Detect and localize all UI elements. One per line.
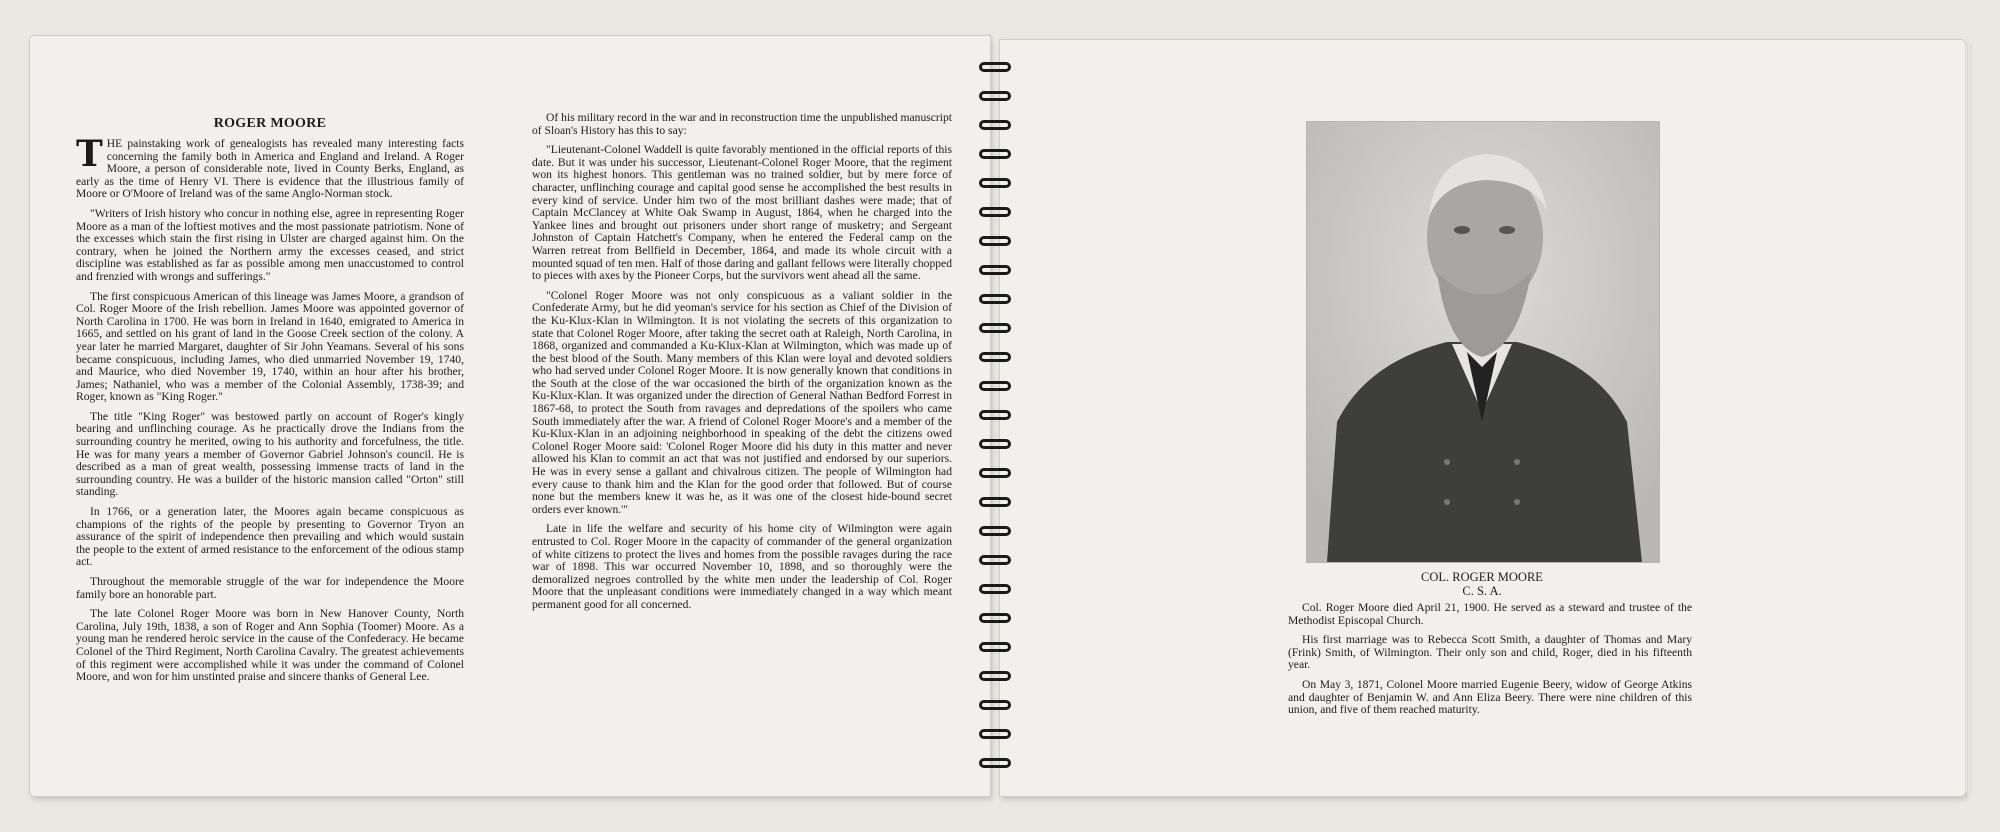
spiral-coil xyxy=(979,758,1011,768)
spiral-coil xyxy=(979,178,1011,188)
spiral-coil xyxy=(979,555,1011,565)
spiral-coil xyxy=(979,700,1011,710)
spiral-coil xyxy=(979,62,1011,72)
spiral-coil xyxy=(979,729,1011,739)
left-column-2 xyxy=(532,112,952,619)
paragraph: "Colonel Roger Moore was not only conspicuous as a valiant soldier in the Confederate Army, but he did yeoman's service for his section as Chief of the Division of the Ku-Klux-Klan in Wilmington. It is not violating the secrets of this organization to state that Colonel Roger Moore, after taking the secret oath at Raleigh, North Carolina, in 1868, organized and commanded a Ku-Klux-Klan at Wilmington, which was made up of the best blood of the South. Many members of this Klan were loyal and devoted soldiers who had served under Colonel Roger Moore. It is now generally known that conditions in the South at the close of the war occasioned the birth of the organization known as the Ku-Klux-Klan. It was organized under the direction of General Nathan Bedford Forrest in 1867-68, to protect the South from ravages and depredations of the spoilers who came South immediately after the war. A friend of Colonel Roger Moore's and a member of the Ku-Klux-Klan in an adjoining neighborhood in speaking of the debt the citizens owed Colonel Roger Moore said: 'Colonel Roger Moore did his duty in this matter and never allowed his Klan to commit an act that was not justified and endorsed by our superiors. He was in every sense a gallant and chivalrous citizen. The people of Wilmington had every cause to thank him and the Klan for the good order that followed. But of course none but the members knew it was he, as it was one of the closest hide-bound secret orders ever known.'" xyxy=(532,288,952,516)
paragraph: Late in life the welfare and security of his home city of Wilmington were again entrusted to Col. Roger Moore in the capacity of commander of the general organization of white citizens to protect the lives and homes from the possible ravages during the race war of 1898. This war occurred November 10, 1898, and so thoroughly were the demoralized negroes controlled by the white men under the leadership of Col. Roger Moore that the unpleasant conditions were immediately changed in a way which meant permanent good for all concerned. xyxy=(532,522,952,611)
left-column-1 xyxy=(76,133,464,691)
portrait-photo xyxy=(1306,121,1660,563)
caption-subtitle: C. S. A. xyxy=(1462,584,1502,598)
spiral-coil xyxy=(979,207,1011,217)
spiral-coil xyxy=(979,410,1011,420)
spiral-coil xyxy=(979,91,1011,101)
paragraph: His first marriage was to Rebecca Scott Smith, a daughter of Thomas and Mary (Frink) Smith, of Wilmington. Their only son and child, Roger, died in his fifteenth year. xyxy=(1288,633,1692,672)
spiral-coil xyxy=(979,149,1011,159)
spiral-coil xyxy=(979,671,1011,681)
paragraph: The late Colonel Roger Moore was born in New Hanover County, North Carolina, July 19th, 1838, a son of Roger and Ann Sophia (Toomer) Moore. As a young man he rendered heroic service in the cause of the Confederacy. He became Colonel of the Third Regiment, North Carolina Cavalry. The greatest achievements of this regiment were accomplished while it was under the command of Colonel Moore, and won for him unstinted praise and sincere thanks of General Lee. xyxy=(76,607,464,684)
right-column xyxy=(1288,602,1692,724)
spiral-coil xyxy=(979,120,1011,130)
spiral-coil xyxy=(979,323,1011,333)
spiral-coil xyxy=(979,236,1011,246)
paragraph: Col. Roger Moore died April 21, 1900. He served as a steward and trustee of the Methodist Episcopal Church. xyxy=(1288,601,1692,627)
spiral-coil xyxy=(979,294,1011,304)
spiral-binding xyxy=(975,62,1015,782)
spiral-coil xyxy=(979,584,1011,594)
paragraph: In 1766, or a generation later, the Moores again became conspicuous as champions of the rights of the people by presenting to Governor Tryon an assurance of the spirit of independence then prevailing and which would sustain the people to the extent of armed resistance to the enforcement of the odious stamp act. xyxy=(76,505,464,569)
spiral-coil xyxy=(979,352,1011,362)
spiral-coil xyxy=(979,381,1011,391)
spiral-coil xyxy=(979,265,1011,275)
paragraph: The title "King Roger" was bestowed partly on account of Roger's kingly bearing and unflinching courage. As he practically drove the Indians from the surrounding country he merited, owing to his authority and forcefulness, the title. He was for many years a member of Governor Gabriel Johnson's council. He is described as a man of great wealth, possessing immense tracts of land in the surrounding country. He was a builder of the historic mansion called "Orton" still standing. xyxy=(76,409,464,499)
portrait-caption xyxy=(1306,570,1658,598)
page-title: ROGER MOORE xyxy=(213,116,327,131)
spiral-coil xyxy=(979,497,1011,507)
spiral-coil xyxy=(979,613,1011,623)
caption-name: COL. ROGER MOORE xyxy=(1421,570,1543,584)
paragraph: THE painstaking work of genealogists has revealed many interesting facts concerning the family both in America and England and Ireland. A Roger Moore, a person of considerable note, lived in County Berks, England, as early as the time of Henry VI. There is evidence that the illustrious family of Moore or O'Moore of Ireland was of the same Anglo-Norman stock. xyxy=(76,133,464,201)
paragraph: "Lieutenant-Colonel Waddell is quite favorably mentioned in the official reports of this date. But it was under his successor, Lieutenant-Colonel Roger Moore, that the regiment won its highest honors. This gentleman was no trained soldier, but by mere force of character, unflinching courage and capital good sense he accomplished the best results in every kind of service. Under him two of the most brilliant dashes were made; that of Captain McClancey at White Oak Swamp in August, 1864, when he charged into the Yankee lines and brought out prisoners under short range of musketry; and Sergeant Johnston of Captain Hatchett's Company, when he entered the Federal camp on the Warren retreat from Bellfield in December, 1864, and made its whole circuit with a mounted squad of ten men. Half of those daring and gallant fellows were literally chopped to pieces with axes by the Pioneer Corps, but the survivors went ahead all the same. xyxy=(532,143,952,283)
spiral-coil xyxy=(979,526,1011,536)
spiral-coil xyxy=(979,439,1011,449)
drop-cap: T xyxy=(76,133,103,175)
spiral-coil xyxy=(979,468,1011,478)
spiral-coil xyxy=(979,642,1011,652)
paragraph: Throughout the memorable struggle of the war for independence the Moore family bore an honorable part. xyxy=(76,575,464,601)
paragraph: On May 3, 1871, Colonel Moore married Eugenie Beery, widow of George Atkins and daughter of Benjamin W. and Ann Eliza Beery. There were nine children of this union, and five of them reached maturity. xyxy=(1288,677,1692,717)
paragraph: Of his military record in the war and in reconstruction time the unpublished manuscript of Sloan's History has this to say: xyxy=(532,111,952,137)
portrait-illustration xyxy=(1307,122,1659,562)
paragraph: The first conspicuous American of this lineage was James Moore, a grandson of Col. Roger Moore of the Irish rebellion. James Moore was appointed governor of North Carolina in 1700. He was born in Ireland in 1640, emigrated to America in 1665, and settled on his grant of land in the Goose Creek section of the colony. A year later he married Margaret, daughter of Sir John Yeamans. Several of his sons became conspicuous, including James, who died unmarried November 19, 1740, and Maurice, who died November 19, 1740, within an hour after his brother, James; Nathaniel, who was a member of the Colonial Assembly, 1738-39; and Roger, known as "King Roger." xyxy=(76,289,464,404)
paragraph: "Writers of Irish history who concur in nothing else, agree in representing Roger Moore as a man of the loftiest motives and the most passionate patriotism. None of the excesses which stain the first rising in Ulster are charged against him. On the contrary, when he joined the Northern army the excesses ceased, and strict discipline was established as far as possible among men unaccustomed to control and frenzied with wrongs and sufferings." xyxy=(76,206,464,283)
